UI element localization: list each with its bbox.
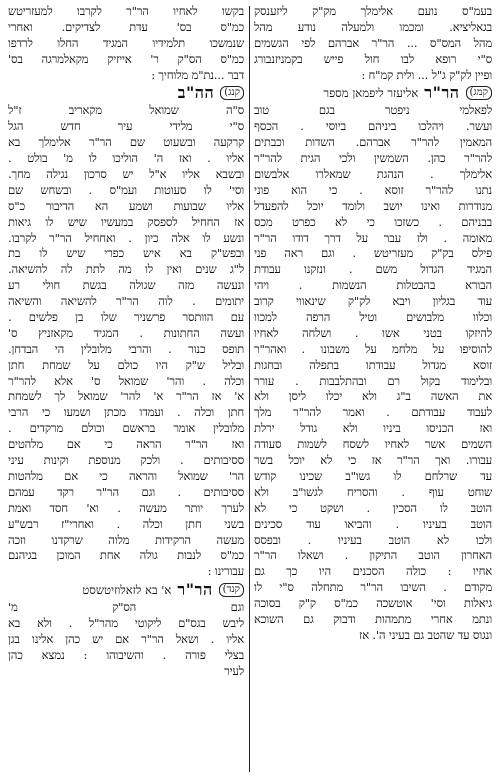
- entry-name: הה"ב: [177, 83, 215, 103]
- text-line: המגיד הגדול משם . ונזקנו עבודת: [254, 262, 492, 277]
- left-column-text-1: [8, 4, 244, 83]
- text-line: את האשה ב"ג ולא יכלו ליסן ולא: [254, 389, 492, 404]
- text-line: תופס כנור . והרבי מלובלין הי הבדחן.: [8, 341, 244, 356]
- text-line: ובפש"ק בא איש כפרי שיש לו בת: [8, 246, 244, 261]
- text-line: בצלי פורה . והשיבוהו : נמצא כהן: [8, 647, 244, 662]
- text-line: מנודרות ואינו יושב ולומד יוכל להפעדל: [254, 198, 492, 213]
- entry-number: קנד): [219, 583, 244, 597]
- text-line: עבורינו :: [207, 564, 244, 579]
- text-line: בקשו לאחיו הר"ר לקרבו למעזריטש: [8, 4, 244, 18]
- entry-subject: א' בא לזאלוזיטשסט: [82, 583, 172, 598]
- text-line: גיאלות וסי' אוטשכה כמ"ס ק"ק בסוכה: [254, 596, 492, 611]
- right-column-text-2: [254, 103, 492, 643]
- text-line: מלובלין אומר בראשם וכולם מרקדים .: [8, 421, 244, 436]
- column-divider: [249, 6, 250, 772]
- text-line: מהל המס"ס ... הר"ר אברהם לפי הגשמים: [254, 35, 492, 50]
- text-line: עבורו. ואך הר"ר אז כי לא יוכל בשר: [254, 453, 492, 468]
- text-line: עוד בגליון ויבא לק"ק שינאווי קרוב: [254, 294, 492, 309]
- text-line: כמ"ס לנבות גולה אחת המוכן בגיהנם: [8, 548, 244, 563]
- text-line: ליבש בגס"ם ליקוטי מהר"ל . ולא בא: [8, 616, 244, 631]
- left-column-text-3: [8, 600, 244, 679]
- text-line: מקודם . השיבו הר"ר מתחלה ס"י לו: [254, 580, 492, 595]
- text-line: זוסא מגדול עבודתו בתפלה ובחגות: [254, 357, 492, 372]
- entry-name: הר"ר: [177, 580, 213, 600]
- text-line: הוטב בעיניו . והביאו עוד סכינים: [254, 516, 492, 531]
- text-line: א' אז הר"ר א' להר' שמואל לך לשמחת: [8, 389, 244, 404]
- text-line: ובשבא אליו א"ל יש סרכון נגילה מחך.: [8, 167, 244, 182]
- text-line: אחיו : כולה הסכנים היו כך גם: [254, 564, 492, 579]
- text-line: ל"ג שנים ואין לו מה לתת לה להשיאה.: [8, 262, 244, 277]
- text-line: כמ"ס בס' עדת לצדיקים. ואחרי: [8, 19, 244, 34]
- text-line: עד שרלחם לו גשו"ב שכינו קודש: [254, 468, 492, 483]
- text-line: ס"ה שמואל מקאריב ז"ל: [8, 103, 244, 118]
- left-column: [8, 4, 244, 774]
- entry-heading-154: [8, 581, 244, 599]
- text-line: ואז הר"ר הראה כי אם מלהטים: [8, 437, 244, 452]
- text-line: לערך יותר מעשה . וא' חסד ואמת: [8, 500, 244, 515]
- text-line: ובליל ש"ק היו כולם על שמחת חתן: [8, 357, 244, 372]
- text-line: כמ"ס הס"ק ר' אייזיק מקאלמרגה בס': [8, 51, 244, 66]
- text-line: נתנו להר"ר זוסא . כי הוא פוני: [254, 182, 492, 197]
- text-line: וגם הס"ק מ': [8, 600, 244, 615]
- text-line: אליו . ואז ה' הוליכו לו מ' בולט .: [8, 151, 244, 166]
- text-line: ס"י רופא לבו חול פייש בקמניזנבורג: [254, 51, 492, 66]
- text-line: ונעשה מזה שגולה בגשת חולי רע: [8, 278, 244, 293]
- text-line: ופיין לק"ק ג"ל ... ולית קמ"ח :: [361, 67, 492, 82]
- text-line: להוסיפו על מלחמ על משבונו . ואהר"ר: [254, 341, 492, 356]
- text-line: הר' שמואל והראה כי אם מלהטות: [8, 468, 244, 483]
- text-line: ונתמ אחרי מתמהות ודבוק גם השוכא: [254, 611, 492, 626]
- text-line: אלימלך . הנהגת שמאלרו אלבשום: [254, 167, 492, 182]
- text-line: ולכו לא הוטב בעיניו . ובפסס: [254, 532, 492, 547]
- entry-number: קמג): [466, 86, 492, 100]
- text-line: הבורא בהבטלות הנשמות . ויהי: [254, 278, 492, 293]
- text-line: ועשר. ויהלכו ביניהם ביוסי . הכסף: [254, 119, 492, 134]
- text-line: הוטב לו הסכין . ושקט כי לא: [254, 500, 492, 515]
- text-line: עם הוותסר פרשניר שלו בן פלשים .: [8, 310, 244, 325]
- text-line: פילס בק"ק מעזריטש . וגם ראה פני: [254, 246, 492, 261]
- text-line: בבניהם . כשזכו כי לא כפרט מכס: [254, 214, 492, 229]
- text-line: מאומה . ולז עבר על דרך דודו הר"ר: [254, 230, 492, 245]
- text-line: להיזקו בטני אשו . ושלחה לאחיו: [254, 325, 492, 340]
- text-line: ובלימוד בקול רם ובהתלבבות . עורר: [254, 373, 492, 388]
- right-column-text-1: [254, 4, 492, 83]
- text-line: ס"י מלידי עיר חדש הגל: [8, 119, 244, 134]
- text-line: להר"ר כהן. השמשין ולכי הגית להר"ר: [254, 151, 492, 166]
- text-line: בעמ"ס נועם אלימלך מק"ק ליזענסק: [254, 4, 492, 18]
- text-line: לעבוד עבודתם . ואמר להר"ר מלך: [254, 405, 492, 420]
- text-line: יתומים . לוה הר"ר להשיאה והשיאה: [8, 294, 244, 309]
- text-line: קרקעה ובשעוט שם הר"ר אלימלך בא: [8, 135, 244, 150]
- entry-number: קנג): [220, 86, 244, 100]
- text-line: חתן וכלה . ועמדו מכתן ושמעו כי הרבי: [8, 405, 244, 420]
- text-line: דבר ...נת"מ מלוחיך :: [151, 67, 244, 82]
- entry-name: הר"ר: [424, 83, 460, 103]
- text-line: שוחט עוף . והסריח לגשו"ב ולא: [254, 484, 492, 499]
- text-line: וסי' לו סעוטות ועמ"ס . ובשחש שם: [8, 182, 244, 197]
- text-line: בשני חתן וכלה . ואחרי"ז רבש"ע: [8, 516, 244, 531]
- text-line: אז החחיל לספסק במעשיו שיש לו גיאות: [8, 214, 244, 229]
- text-line: אליו . ושאל הר"ר אם יש כהן אלינו בגן: [8, 631, 244, 646]
- text-line: אליו שבועות ושמע הא הדיבור כ"ס: [8, 198, 244, 213]
- entry-subject: אליעזר ליפמאן מספר: [323, 86, 419, 101]
- text-line: שנמשכו תלמידיו המגיד החלו לרדפו: [8, 35, 244, 50]
- left-column-text-2: [8, 103, 244, 580]
- text-line: האחרון הוטב התיקון . ושאלו הר"ר: [254, 548, 492, 563]
- text-line: השמים אשר לאחיו לשסח לשמות סעודה: [254, 437, 492, 452]
- text-line: ססיבותים . ולכק מנוספת וקינות עיני: [8, 453, 244, 468]
- entry-heading-143: [254, 84, 492, 102]
- right-column: [254, 4, 492, 774]
- text-line: ואז הכניסו ביניו ולא גודל ירלת: [254, 421, 492, 436]
- text-line: המאמין להר"ר אברהם. השדות וכבתים: [254, 135, 492, 150]
- text-line: וכלה . והר' שמואל ס' אלא להר"ר: [8, 373, 244, 388]
- text-line: ועשה החתונות . המגיד מקאזניץ ס': [8, 325, 244, 340]
- text-line: בגאליציא. ומכמו ולמעלה נודע מהל: [254, 19, 492, 34]
- text-line: לפאלמי ניפטר בגם טוב: [254, 103, 492, 118]
- text-line: ססיבותים . וגם הר"ר רקד עמהם: [8, 484, 244, 499]
- text-line: מעשה הרקידות מלוה שרקדנו וזכה: [8, 532, 244, 547]
- text-line: ונשע לו אלה כיון . ואחחיל הר"ר לקרבו.: [8, 230, 244, 245]
- entry-heading-153: [8, 84, 244, 102]
- text-line: לעיר: [224, 663, 244, 678]
- text-line: וכלוו מלבושים וטיל הרפה למכוו: [254, 310, 492, 325]
- text-line: ונגוס עד שהטב גם בעיני ה'. אז: [359, 627, 492, 642]
